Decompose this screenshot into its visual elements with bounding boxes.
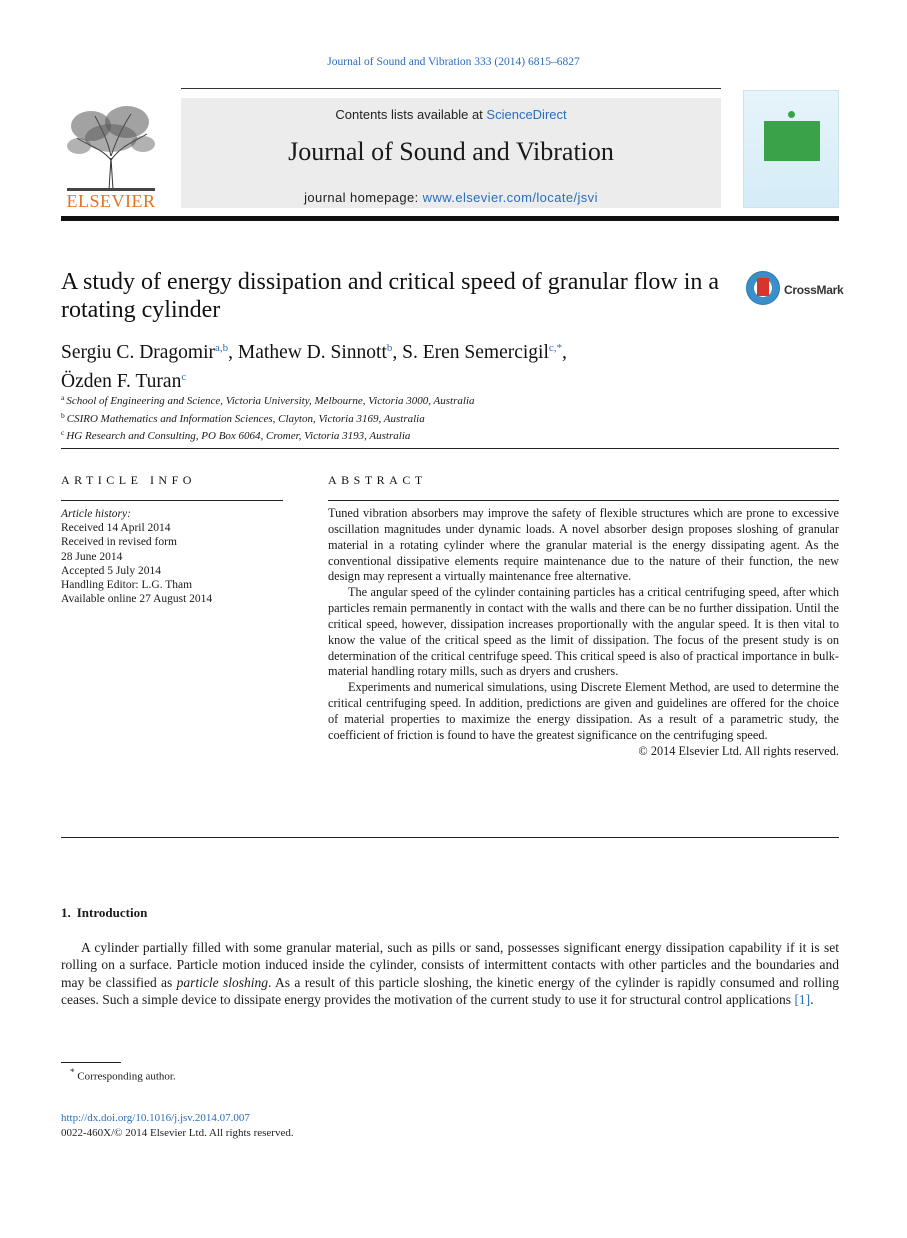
crossmark-label: CrossMark xyxy=(784,283,844,297)
abstract-bottom-rule xyxy=(61,837,839,838)
affiliation-divider xyxy=(61,448,839,449)
affiliation-key: c xyxy=(61,428,65,437)
cover-dot xyxy=(788,111,795,118)
author-affil-mark[interactable]: b xyxy=(386,342,393,354)
homepage-prefix: journal homepage: xyxy=(304,190,419,205)
abstract-paragraph: Experiments and numerical simulations, using Discrete Element Method, are used to determine the critical centrifuging speed. In addition, predictions are given and guidelines are offered for the choice of material properties to maximize the energy dissipation. As a result of a parametric study, the coefficient of friction is found to have the greatest significance on the centrifuging speed. xyxy=(328,680,839,742)
doi-link[interactable]: http://dx.doi.org/10.1016/j.jsv.2014.07.007 xyxy=(61,1112,250,1124)
abstract-copyright: © 2014 Elsevier Ltd. All rights reserved. xyxy=(638,743,839,758)
affiliation-text: School of Engineering and Science, Victoria University, Melbourne, Victoria 3000, Australia xyxy=(66,395,475,407)
masthead-box xyxy=(181,98,721,208)
affiliation-list xyxy=(61,391,761,444)
author-separator: , xyxy=(228,342,238,363)
history-label: Article history: xyxy=(61,508,131,520)
affiliation-text: CSIRO Mathematics and Information Sciences, Clayton, Victoria 3169, Australia xyxy=(66,412,425,425)
crossmark-button[interactable] xyxy=(746,271,846,307)
intro-text: . As a result of this particle sloshing, the kinetic energy of the cylinder is rapidly consumed and rolling ceases. Such a simple device to dissipate energy provides the motivation of the current study to use it for structural control applications xyxy=(61,974,839,1008)
abstract-rule xyxy=(328,500,839,501)
affiliation-item xyxy=(61,391,761,409)
author-name[interactable]: Özden F. Turan xyxy=(61,371,182,392)
homepage-link[interactable]: www.elsevier.com/locate/jsvi xyxy=(422,190,598,205)
contents-line xyxy=(181,107,721,122)
affiliation-text: HG Research and Consulting, PO Box 6064, Cromer, Victoria 3193, Australia xyxy=(66,430,411,442)
journal-cover-thumbnail xyxy=(743,90,839,208)
author-name[interactable]: Sergiu C. Dragomir xyxy=(61,342,216,363)
author-affil-mark[interactable]: a,b xyxy=(215,342,229,354)
history-line: Available online 27 August 2014 xyxy=(61,593,213,606)
article-info-heading: ARTICLE INFO xyxy=(61,473,196,487)
article-history xyxy=(61,507,283,606)
contents-prefix: Contents lists available at xyxy=(335,107,483,122)
section-title: Introduction xyxy=(76,905,148,920)
abstract-body xyxy=(328,506,839,760)
author-separator: , xyxy=(562,342,567,363)
introduction-paragraph xyxy=(61,939,839,1009)
homepage-line xyxy=(181,190,721,205)
intro-text: A cylinder partially filled with some granular material, such as pills or sand, possesses significant energy dissipation capability if it is set rolling on a surface. Particle motion induced inside the cylinder, consists of intermittent contacts with other particles and the boundaries and may be classified as xyxy=(61,940,839,990)
cover-title-box xyxy=(764,121,820,161)
abstract-paragraph: Tuned vibration absorbers may improve the safety of flexible structures which are prone to excessive oscillation magnitudes under dynamic loads. A novel absorber design proposes sloshing of granular material in a rotating cylinder where the granular material is the energy dissipating agent. As the conventional dissipative elements require maintenance due to the nature of their function, the new design may represent a virtually maintenance free alternative. xyxy=(328,506,839,584)
footnote-rule xyxy=(61,1062,121,1063)
journal-name: Journal of Sound and Vibration xyxy=(288,137,614,166)
footnote-text: Corresponding author. xyxy=(77,1070,176,1083)
section-number: 1. xyxy=(61,905,71,920)
author-affil-mark[interactable]: c xyxy=(181,371,187,383)
affiliation-item xyxy=(61,409,761,427)
crossmark-flag xyxy=(757,278,769,296)
affiliation-key: b xyxy=(61,410,65,420)
sciencedirect-link[interactable]: ScienceDirect xyxy=(486,107,567,122)
author-list xyxy=(61,336,761,394)
footnote xyxy=(70,1067,176,1083)
journal-header xyxy=(61,88,839,210)
section-heading xyxy=(61,905,147,921)
affiliation-item xyxy=(61,426,761,444)
citation-line[interactable]: Journal of Sound and Vibration 333 (2014) 6815–6827 xyxy=(327,56,580,68)
intro-text: . xyxy=(810,992,814,1008)
issn-copyright: 0022-460X/© 2014 Elsevier Ltd. All rights reserved. xyxy=(61,1127,294,1139)
history-line: 28 June 2014 xyxy=(61,550,123,563)
affiliation-key: a xyxy=(61,393,65,402)
article-info-rule xyxy=(61,500,283,501)
history-line: Handling Editor: L.G. Tham xyxy=(61,579,193,592)
author-affil-mark[interactable]: c,* xyxy=(548,342,563,354)
history-line: Received 14 April 2014 xyxy=(61,522,171,535)
reference-link[interactable]: [1] xyxy=(794,992,811,1008)
author-name[interactable]: Mathew D. Sinnott xyxy=(237,342,387,363)
abstract-heading: ABSTRACT xyxy=(328,473,427,487)
history-line: Accepted 5 July 2014 xyxy=(61,564,161,577)
history-line: Received in revised form xyxy=(61,536,177,549)
article-title: A study of energy dissipation and critical speed of granular flow in a rotating cylinder xyxy=(61,269,720,323)
author-separator: , xyxy=(392,342,403,363)
elsevier-wordmark: ELSEVIER xyxy=(66,191,156,211)
abstract-paragraph: The angular speed of the cylinder containing particles has a critical centrifuging speed, after which particles remain permanently in contact with the walls and there can be no further dissipation. Until the critical speed, however, dissipation increases proportionally with the angular speed. It is then vital to know the value of the critical speed as the limit of dissipation. The focus of the present study is on determination of the critical centrifuge speed. This critical speed is also of practical importance in bulk-material handling rotary mills, such as dryers and crushers. xyxy=(328,585,839,679)
header-bottom-rule xyxy=(61,216,839,221)
header-top-rule xyxy=(181,88,721,89)
footnote-mark: * xyxy=(70,1067,75,1077)
author-name[interactable]: S. Eren Semercigil xyxy=(402,342,549,363)
intro-emphasis: particle sloshing xyxy=(176,974,269,990)
